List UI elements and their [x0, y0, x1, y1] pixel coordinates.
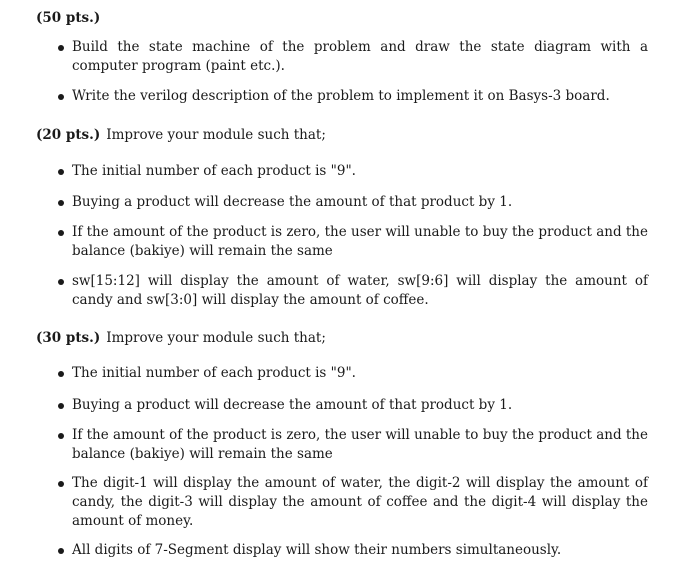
- list-item: [58, 87, 648, 106]
- list-item-text: Write the verilog description of the problem to implement it on Basys-3 board.: [72, 88, 610, 104]
- bullet-icon: [58, 230, 64, 236]
- section-points: (50 pts.): [36, 10, 101, 26]
- section-20-header: [36, 126, 326, 144]
- section-50-header: [36, 9, 100, 27]
- list-item: [58, 223, 648, 261]
- list-item: [58, 396, 648, 415]
- section-30-header: [36, 329, 326, 347]
- section-points: (30 pts.): [36, 330, 101, 346]
- list-item-text: Build the state machine of the problem and draw the state diagram with a computer program (paint etc.).: [72, 39, 648, 74]
- bullet-icon: [58, 433, 64, 439]
- section-points: (20 pts.): [36, 127, 101, 143]
- list-item: [58, 193, 648, 212]
- section-intro: Improve your module such that;: [106, 127, 326, 143]
- list-item-text: If the amount of the product is zero, the user will unable to buy the product and the balance (bakiye) will remain the same: [72, 224, 648, 259]
- list-item: [58, 272, 648, 310]
- list-item-text: The digit-1 will display the amount of water, the digit-2 will display the amount of candy, the digit-3 will display the amount of coffee and the digit-4 will display the amount of money.: [72, 475, 648, 529]
- list-item: [58, 38, 648, 76]
- list-item: [58, 162, 648, 181]
- bullet-icon: [58, 371, 64, 377]
- bullet-icon: [58, 279, 64, 285]
- bullet-icon: [58, 94, 64, 100]
- list-item-text: Buying a product will decrease the amount of that product by 1.: [72, 194, 513, 210]
- bullet-icon: [58, 169, 64, 175]
- list-item: [58, 426, 648, 464]
- bullet-icon: [58, 45, 64, 51]
- list-item-text: All digits of 7-Segment display will show their numbers simultaneously.: [72, 542, 562, 558]
- list-item: [58, 474, 648, 531]
- list-item: [58, 364, 648, 383]
- bullet-icon: [58, 481, 64, 487]
- list-item-text: sw[15:12] will display the amount of water, sw[9:6] will display the amount of candy and sw[3:0] will display the amount of coffee.: [72, 273, 648, 308]
- bullet-icon: [58, 200, 64, 206]
- list-item-text: The initial number of each product is "9".: [72, 365, 356, 381]
- list-item-text: The initial number of each product is "9".: [72, 163, 356, 179]
- bullet-icon: [58, 548, 64, 554]
- list-item-text: Buying a product will decrease the amount of that product by 1.: [72, 397, 513, 413]
- section-intro: Improve your module such that;: [106, 330, 326, 346]
- list-item-text: If the amount of the product is zero, the user will unable to buy the product and the balance (bakiye) will remain the same: [72, 427, 648, 462]
- bullet-icon: [58, 403, 64, 409]
- list-item: [58, 541, 648, 560]
